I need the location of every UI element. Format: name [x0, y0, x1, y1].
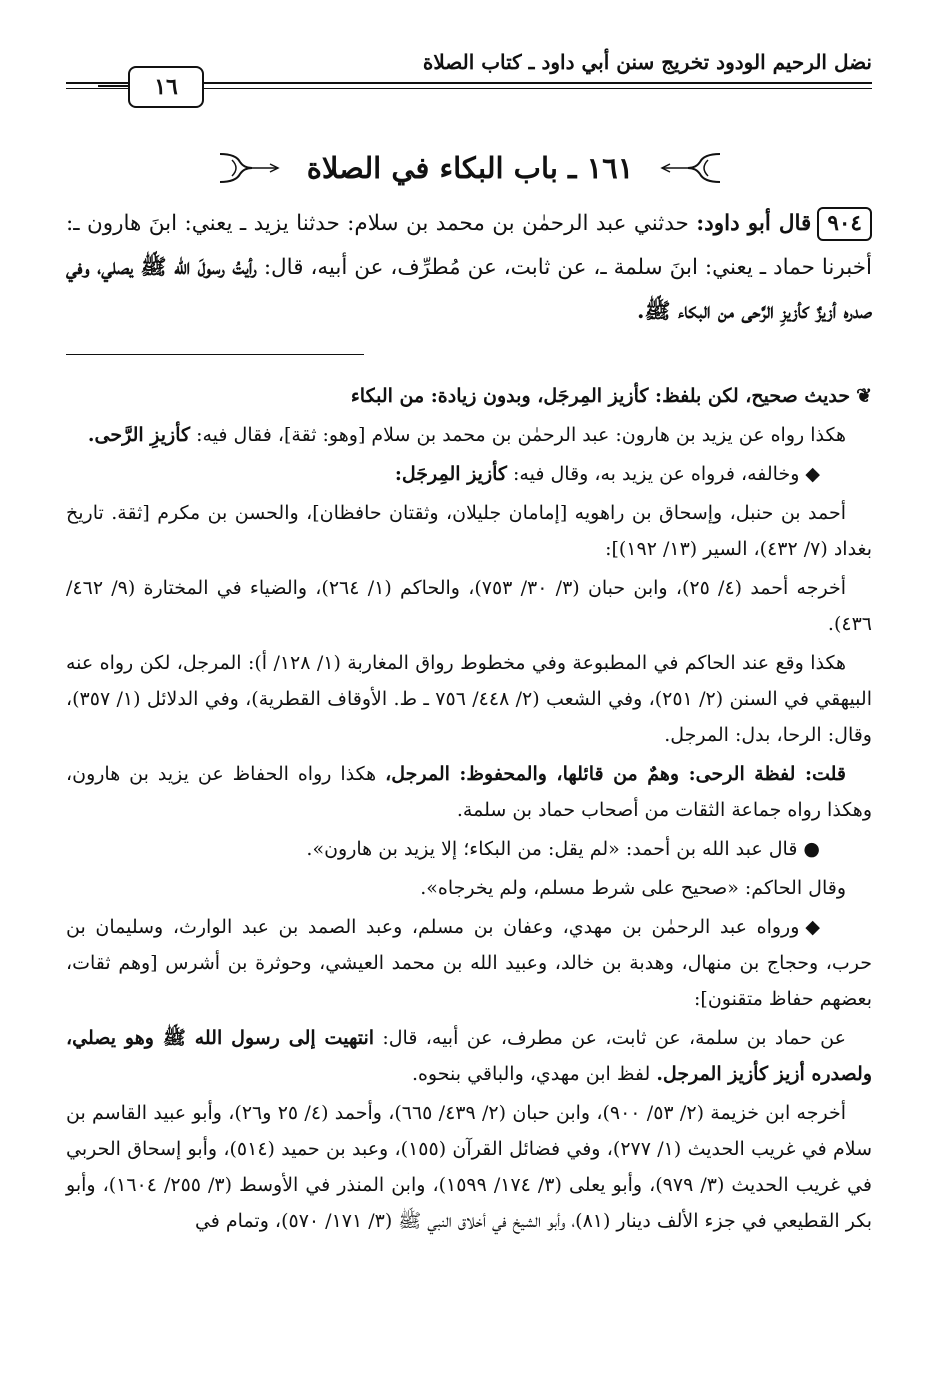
note-paragraph: أخرجه أحمد (٤/ ٢٥)، وابن حبان (٣/ ٣٠/ ٧٥٣)، والحاكم (١/ ٢٦٤)، والضياء في المختارة (٩/ ٤٦٢/ ٤٣٦).	[66, 577, 872, 635]
note-paragraph: ●قال عبد الله بن أحمد: «لم يقل: من البكاء؛ إلا يزيد بن هارون».	[66, 831, 872, 867]
note-paragraph: أخرجه ابن خزيمة (٢/ ٥٣/ ٩٠٠)، وابن حبان (٢/ ٤٣٩/ ٦٦٥)، وأحمد (٤/ ٢٥ و٢٦)، وأبو عبيد القاسم بن سلام في غريب الحديث (١/ ٢٧٧)، وفي فضائل القرآن (١٥٥)، وعبد بن حميد (٥١٤)، وأبو إسحاق الحربي في غريب الحديث (٣/ ٩٧٩)، وأبو يعلى (٣/ ١٧٤/ ١٥٩٩)، وابن المنذر في الأوسط (٣/ ٢٥٥/ ١٦٠٤)، وأبو بكر القطيعي في جزء الألف دينار (٨١)، وأبو الشيخ في أخلاق النبي ﷺ (٣/ ١٧١/ ٥٧٠)، وتمام في	[66, 1102, 872, 1232]
diamond-icon: ◆	[805, 916, 820, 938]
grade-line	[66, 378, 872, 414]
page-number: ١٦	[128, 66, 204, 108]
hadith-isnad: حدثني عبد الرحمٰن بن محمد بن سلام: حدثنا يزيد ـ يعني: ابنَ هارون ـ: أخبرنا حماد ـ يعني: ابنَ سلمة ـ، عن ثابت، عن مُطرِّف، عن أبيه، قال:	[66, 211, 872, 280]
running-header	[66, 44, 872, 104]
takhrij-notes	[66, 378, 872, 1242]
note-paragraph: قلت: لفظة الرحى: وهمٌ من قائلها، والمحفوظ: المرجل، هكذا رواه الحفاظ عن يزيد بن هارون، وهكذا رواه جماعة الثقات من أصحاب حماد بن سلمة.	[66, 763, 872, 821]
note-paragraph: هكذا وقع عند الحاكم في المطبوعة وفي مخطوط رواق المغاربة (١/ ١٢٨/ أ): المرجل، لكن رواه عنه البيهقي في السنن (٢/ ٢٥١)، وفي الشعب (٢/ ٤٤٨/ ٧٥٦ ـ ط. الأوقاف القطرية)، وفي الدلائل (١/ ٣٥٧)، وقال: الرحا، بدل: المرجل.	[66, 652, 872, 746]
ornament-right-icon	[660, 148, 722, 188]
grade-icon: ❦	[856, 385, 872, 407]
ornament-left-icon	[218, 148, 280, 188]
note-paragraph: هكذا رواه عن يزيد بن هارون: عبد الرحمٰن بن محمد بن سلام [وهو: ثقة]، فقال فيه: كأزيزِ الرَّحى.	[87, 424, 846, 446]
note-paragraph: عن حماد بن سلمة، عن ثابت، عن مطرف، عن أبيه، قال: انتهيت إلى رسول الله ﷺ وهو يصلي، ولصدره أزيز كأزيز المرجل. لفظ ابن مهدي، والباقي بنحوه.	[66, 1027, 872, 1085]
note-paragraph: ◆ورواه عبد الرحمٰن بن مهدي، وعفان بن مسلم، وعبد الصمد بن عبد الوارث، وسليمان بن حرب، وحجاج بن منهال، وهدبة بن خالد، وعبيد الله بن محمد العيشي، وحوثرة بن أشرس [وهم ثقات، بعضهم حفاظ متقنون]:	[66, 909, 872, 1017]
footnote-separator	[66, 354, 364, 355]
note-paragraph: أحمد بن حنبل، وإسحاق بن راهويه [إمامان جليلان، وثقتان حافظان]، والحسن بن مكرم [ثقة. تاريخ بغداد (٧/ ٤٣٢)، السير (١٣/ ١٩٢)]:	[66, 502, 872, 560]
hadith-text	[66, 202, 872, 334]
chapter-heading	[222, 144, 718, 192]
hadith-number: ٩٠٤	[817, 207, 872, 241]
chapter-title: ١٦١ ـ باب البكاء في الصلاة	[306, 151, 634, 185]
hadith-opening: قال أبو داود:	[696, 211, 812, 236]
note-paragraph: وقال الحاكم: «صحيح على شرط مسلم، ولم يخرجاه».	[420, 877, 846, 899]
grade-text: حديث صحيح، لكن بلفظ: كأزيز المِرجَل، وبدون زيادة: من البكاء	[350, 385, 851, 407]
hadith-matn: رأيتُ رسولَ الله ﷺ يصلي، وفي صدره أزيزٌ كأزيزِ الرَّحى من البكاء ﷺ.	[66, 255, 872, 324]
bullet-icon: ●	[803, 838, 820, 860]
note-paragraph: ◆وخالفه، فرواه عن يزيد به، وقال فيه: كأزيز المِرجَل:	[66, 456, 872, 492]
page-number-line-right	[98, 85, 132, 87]
diamond-icon: ◆	[805, 463, 820, 485]
header-title: نضل الرحيم الودود تخريج سنن أبي داود ـ كتاب الصلاة	[422, 50, 872, 74]
